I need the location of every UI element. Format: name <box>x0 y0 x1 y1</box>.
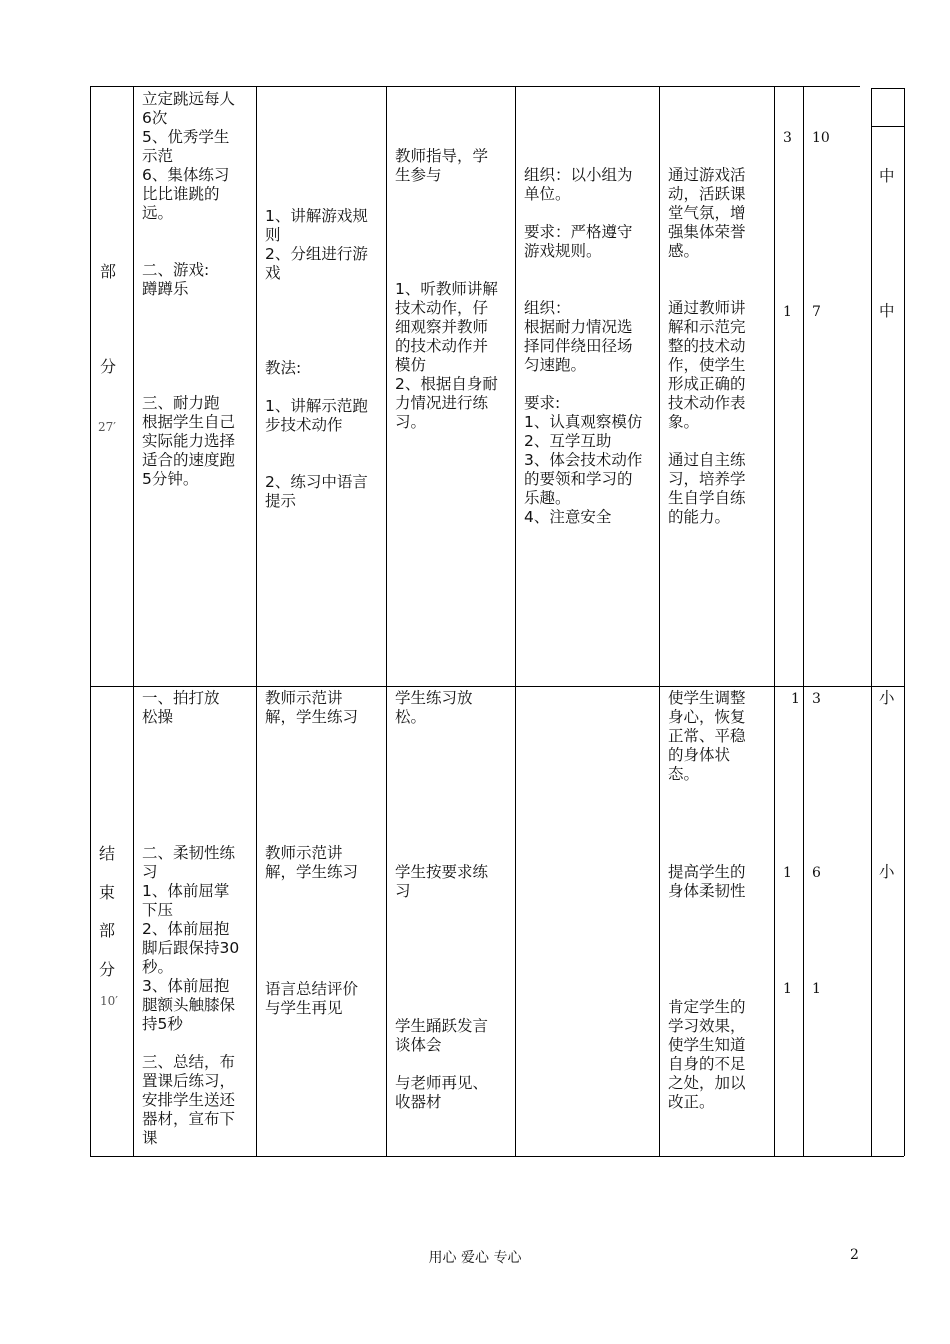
col-line-5 <box>659 86 660 1156</box>
col-line-9 <box>904 88 905 1156</box>
section2-purpose-2: 提高学生的 身体柔韧性 <box>668 863 746 900</box>
top-rule <box>90 86 860 87</box>
section-divider <box>90 686 904 687</box>
section1-intensity-2: 中 <box>879 302 895 320</box>
section2-teacher-1: 教师示范讲 解，学生练习 <box>265 689 359 726</box>
section2-count-2: 1 <box>783 865 792 881</box>
section2-content-2: 二、柔韧性练 习 1、体前屈掌 下压 2、体前屈抱 脚后跟保持30 秒。 3、体前屈抱 腿额头触膝保 持5秒 三、总结，布 置课后练习， 安排学生送还 器材，宣布下 课 <box>142 844 240 1147</box>
section1-label-fen: 分 <box>99 357 116 376</box>
section2-count-3: 1 <box>783 981 792 997</box>
section2-time-3: 1 <box>812 981 821 997</box>
col-line-2 <box>256 86 257 1156</box>
section1-content: 立定跳远每人 6次 5、优秀学生 示范 6、集体练习 比比谁跳的 远。 二、游戏: 蹲蹲乐 三、耐力跑 根据学生自己 实际能力选择 适合的速度跑 5分钟。 <box>142 90 236 488</box>
section2-student-3: 学生踊跃发言 谈体会 与老师再见、 收器材 <box>395 1017 489 1111</box>
col-line-1 <box>133 86 134 1156</box>
section2-student-2: 学生按要求练 习 <box>395 863 489 900</box>
section1-duration: 27′ <box>98 420 116 434</box>
section2-teacher-2: 教师示范讲 解，学生练习 <box>265 844 359 881</box>
section1-student: 教师指导，学 生参与 1、听教师讲解 技术动作，仔 细观察并教师 的技术动作并 模仿 2、根据自身耐 力情况进行练 习。 <box>395 147 498 431</box>
section2-intensity-2: 小 <box>879 863 895 881</box>
section2-intensity-1: 小 <box>879 689 895 707</box>
page-number: 2 <box>850 1247 859 1263</box>
section1-count-2: 1 <box>783 304 792 320</box>
col-line-0 <box>90 86 91 1156</box>
section1-time-1: 10 <box>812 130 830 146</box>
section1-count-1: 3 <box>783 130 792 146</box>
section2-duration: 10′ <box>100 994 118 1008</box>
col-line-7 <box>803 86 804 1156</box>
section1-label-bu: 部 <box>99 262 116 281</box>
section2-purpose-3: 肯定学生的 学习效果， 使学生知道 自身的不足 之处，加以 改正。 <box>668 998 746 1111</box>
section2-label: 结 束 部 分 <box>99 844 116 979</box>
section2-student-1: 学生练习放 松。 <box>395 689 473 726</box>
col-line-3 <box>386 86 387 1156</box>
col-line-8 <box>871 88 872 1156</box>
section1-organization: 组织：以小组为 单位。 要求：严格遵守 游戏规则。 组织： 根据耐力情况选 择同伴绕田径场 匀速跑。 要求: 1、认真观察模仿 2、互学互助 3、体会技术动作 的要领和学习的 乐趣。 4、注意安全 <box>524 166 643 526</box>
section2-content-1: 一、拍打放 松操 <box>142 689 220 726</box>
table-bottom <box>90 1156 904 1157</box>
table-top-right <box>871 88 904 89</box>
section2-time-1: 3 <box>812 691 821 707</box>
section1-purpose: 通过游戏活 动，活跃课 堂气氛，增 强集体荣誉 感。 通过教师讲 解和示范完 整的技术动 作，使学生 形成正确的 技术动作表 象。 通过自主练 习，培养学 生自学自练 的能力。 <box>668 166 746 526</box>
section1-time-2: 7 <box>812 304 821 320</box>
section1-intensity-1: 中 <box>879 167 895 185</box>
section2-time-2: 6 <box>812 865 821 881</box>
col-line-6 <box>774 86 775 1156</box>
section1-teacher: 1、讲解游戏规 则 2、分组进行游 戏 教法: 1、讲解示范跑 步技术动作 2、练习中语言 提示 <box>265 207 368 510</box>
col-line-4 <box>515 86 516 1156</box>
section2-count-1: 1 <box>791 691 800 707</box>
section2-purpose-1: 使学生调整 身心，恢复 正常、平稳 的身体状 态。 <box>668 689 746 783</box>
section2-teacher-3: 语言总结评价 与学生再见 <box>265 980 359 1017</box>
row-divider-right <box>871 126 904 127</box>
footer-motto: 用心 爱心 专心 <box>428 1250 522 1266</box>
